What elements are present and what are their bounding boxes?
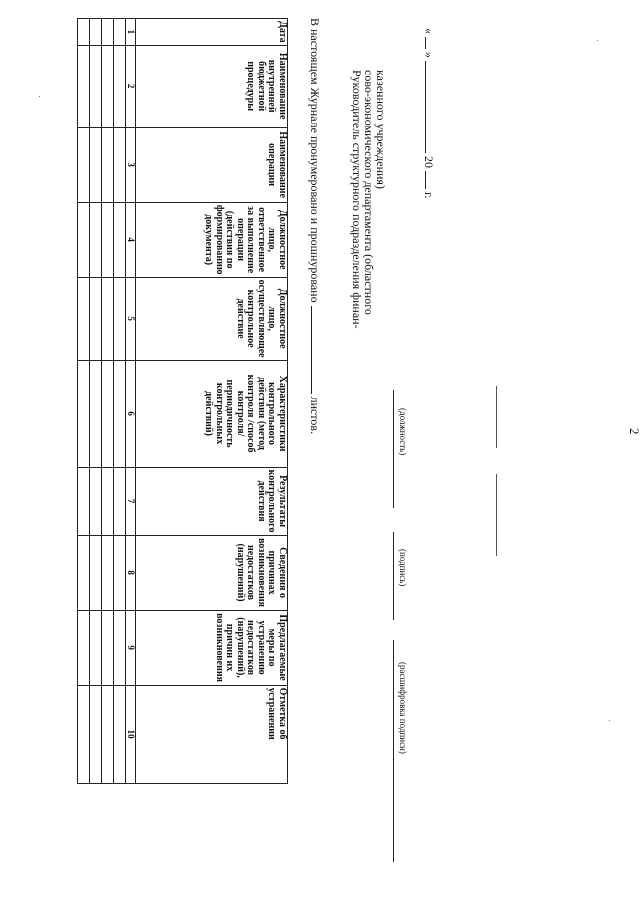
col-header-responsible: Должностное лицо, ответственное за выполнение операции (действия по формированию документа) bbox=[136, 202, 288, 277]
position-line-3: казенного учреждения) bbox=[374, 70, 388, 189]
col-number: 3 bbox=[126, 127, 136, 202]
table-cell bbox=[90, 19, 102, 46]
col-number: 10 bbox=[126, 685, 136, 783]
statement-text bbox=[308, 18, 322, 434]
col-header-procedure: Наименование внутренней бюджетной процедуры bbox=[136, 45, 288, 127]
col-header-measures: Предлагаемые меры по устранению недостатков (нарушений), причин их возникновения bbox=[136, 610, 288, 685]
signature-label: (подпись) bbox=[398, 549, 408, 587]
statement-suffix: листов. bbox=[308, 396, 322, 435]
col-number: 4 bbox=[126, 202, 136, 277]
date-close-quote: » bbox=[422, 52, 436, 58]
header-row bbox=[136, 19, 288, 784]
table-cell bbox=[114, 127, 126, 202]
table-row bbox=[78, 19, 90, 784]
col-header-results: Результаты контрольного действия bbox=[136, 467, 288, 535]
table-cell bbox=[78, 19, 90, 46]
decoding-signature-line bbox=[393, 640, 394, 862]
year-prefix: 20 bbox=[422, 156, 436, 168]
date-open-quote: « bbox=[422, 28, 436, 34]
col-number: 2 bbox=[126, 45, 136, 127]
decoding-label: (расшифровка подписи) bbox=[398, 662, 408, 754]
table-cell bbox=[78, 202, 90, 277]
col-header-date: Дата bbox=[136, 19, 288, 46]
table-cell bbox=[114, 535, 126, 610]
number-row bbox=[126, 19, 136, 784]
table-cell bbox=[90, 127, 102, 202]
signature-line bbox=[393, 532, 394, 620]
table-cell bbox=[78, 610, 90, 685]
col-header-causes: Сведения о причинах возникновения недостатков (нарушений) bbox=[136, 535, 288, 610]
table-cell bbox=[90, 467, 102, 535]
table-cell bbox=[114, 277, 126, 360]
month-blank bbox=[425, 61, 436, 153]
year-blank bbox=[425, 171, 436, 189]
control-journal-table bbox=[77, 18, 288, 784]
col-number: 7 bbox=[126, 467, 136, 535]
table-cell bbox=[90, 685, 102, 783]
col-header-operation: Наименование операции bbox=[136, 127, 288, 202]
col-number: 8 bbox=[126, 535, 136, 610]
col-number: 1 bbox=[126, 19, 136, 46]
table-cell bbox=[102, 685, 114, 783]
table-cell bbox=[102, 277, 114, 360]
scan-speck bbox=[597, 40, 598, 41]
table-cell bbox=[78, 360, 90, 467]
table-cell bbox=[102, 610, 114, 685]
table-cell bbox=[78, 127, 90, 202]
table-row bbox=[114, 19, 126, 784]
table-cell bbox=[90, 45, 102, 127]
table-cell bbox=[114, 45, 126, 127]
table-row bbox=[90, 19, 102, 784]
table-cell bbox=[90, 277, 102, 360]
position-line-1: Руководитель структурного подразделения финан- bbox=[350, 70, 364, 329]
table-cell bbox=[90, 610, 102, 685]
table-cell bbox=[114, 467, 126, 535]
table-cell bbox=[90, 535, 102, 610]
table-cell bbox=[90, 360, 102, 467]
table-cell bbox=[102, 127, 114, 202]
col-number: 9 bbox=[126, 610, 136, 685]
margin-mark bbox=[496, 474, 497, 556]
year-suffix: г. bbox=[422, 192, 436, 199]
table-cell bbox=[102, 45, 114, 127]
col-number: 6 bbox=[126, 360, 136, 467]
table-cell bbox=[78, 45, 90, 127]
table-cell bbox=[102, 467, 114, 535]
scan-speck bbox=[39, 96, 40, 97]
statement-main: В настоящем Журнале пронумеровано и прошнуровано bbox=[308, 18, 322, 303]
page-number: 2 bbox=[627, 428, 642, 435]
table-cell bbox=[114, 610, 126, 685]
table-cell bbox=[102, 535, 114, 610]
table-cell bbox=[78, 535, 90, 610]
day-blank bbox=[425, 37, 436, 49]
position-signature-line bbox=[393, 390, 394, 508]
table-cell bbox=[102, 202, 114, 277]
table-cell bbox=[90, 202, 102, 277]
scan-speck bbox=[609, 720, 610, 721]
statement-blank bbox=[311, 306, 322, 394]
col-header-characteristics: Характеристики контрольного действия (метод контроля /способ контроля/ периодичность контрольных действий) bbox=[136, 360, 288, 467]
table-cell bbox=[114, 685, 126, 783]
table-cell bbox=[114, 202, 126, 277]
col-header-remedy-mark: Отметка об устранении bbox=[136, 685, 288, 783]
table-cell bbox=[78, 467, 90, 535]
table-cell bbox=[102, 360, 114, 467]
date-line bbox=[422, 28, 436, 199]
table-cell bbox=[78, 685, 90, 783]
margin-mark bbox=[496, 386, 497, 448]
table-cell bbox=[114, 360, 126, 467]
table-cell bbox=[78, 277, 90, 360]
col-header-controller: Должностное лицо, осуществляющее контрольное действие bbox=[136, 277, 288, 360]
table-cell bbox=[102, 19, 114, 46]
col-number: 5 bbox=[126, 277, 136, 360]
table-cell bbox=[114, 19, 126, 46]
empty-rows bbox=[78, 19, 126, 784]
position-line-2: сово-экономического департамента (областного bbox=[362, 70, 376, 315]
table-row bbox=[102, 19, 114, 784]
position-label: (должность) bbox=[398, 408, 408, 456]
